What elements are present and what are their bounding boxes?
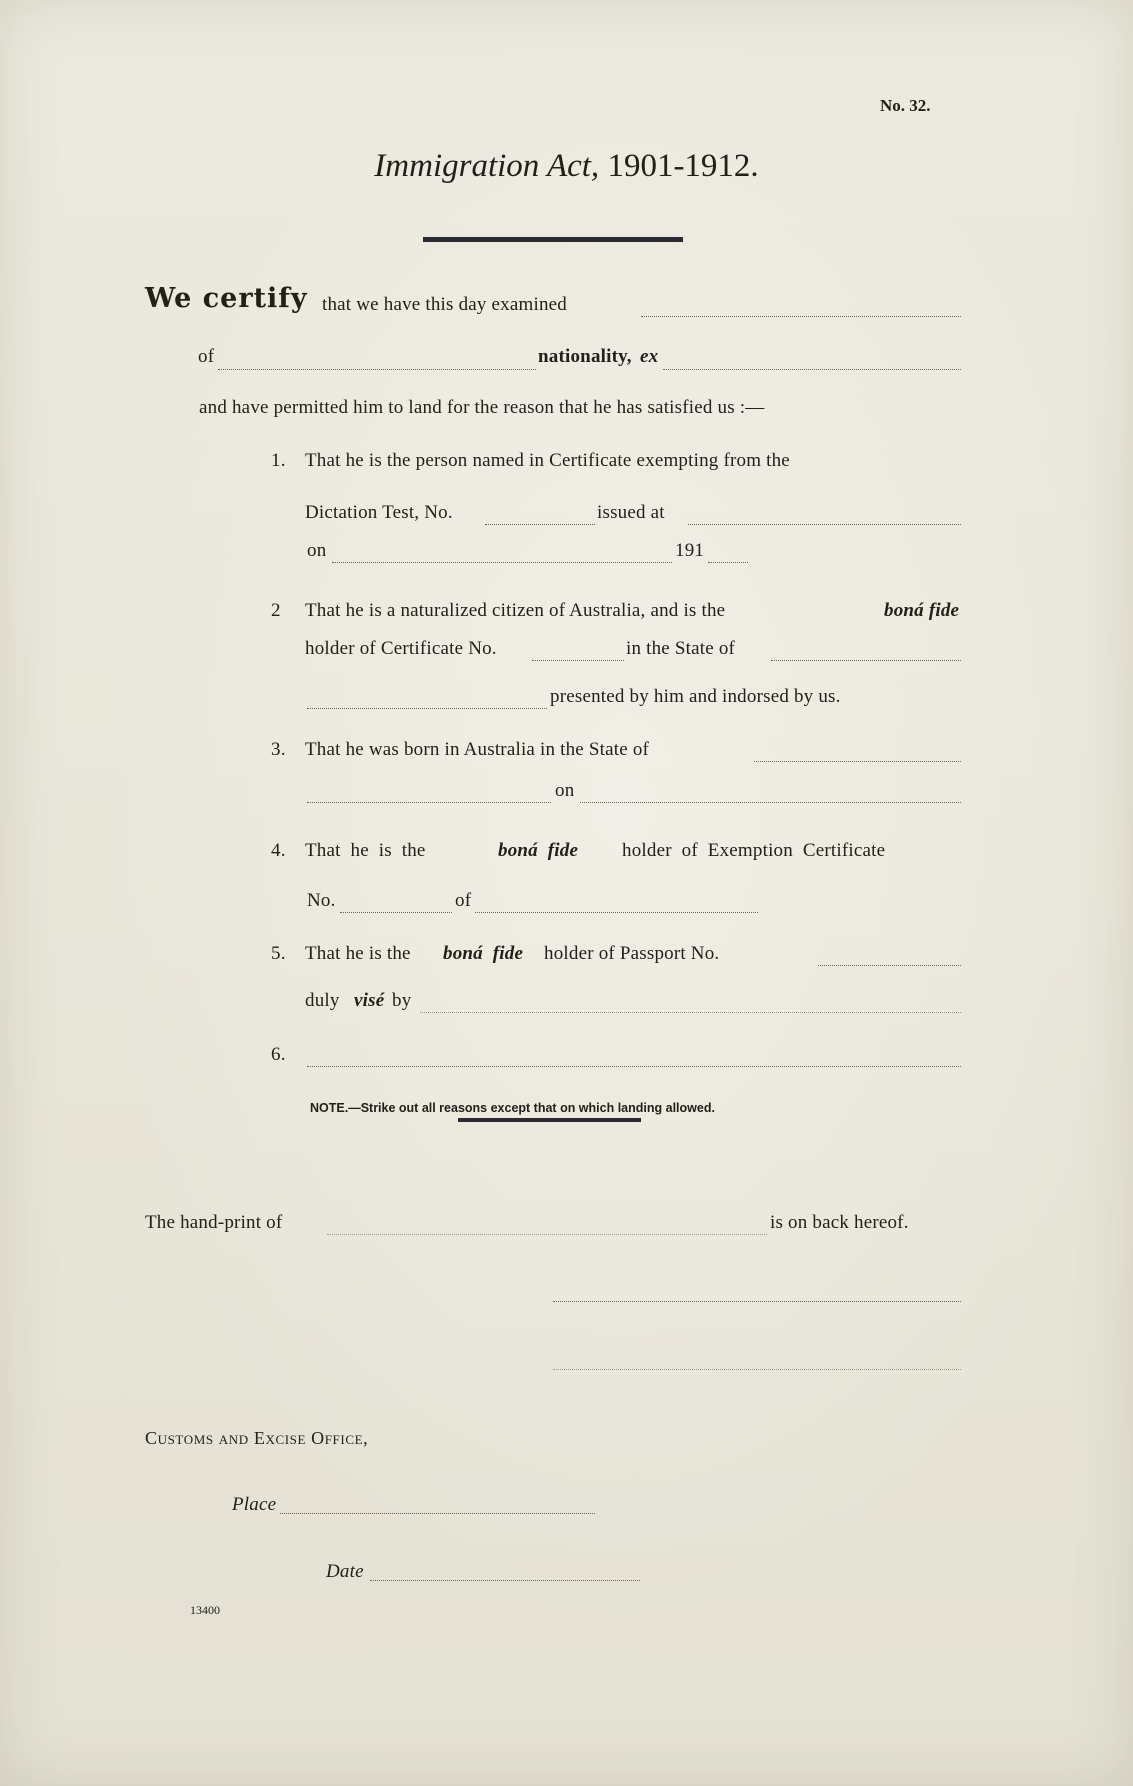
certificate-number-field[interactable] — [532, 660, 624, 661]
item5-text: That he is the — [305, 943, 411, 964]
item6-number: 6. — [271, 1044, 286, 1065]
item2-presented-field[interactable] — [307, 708, 547, 709]
exemption-number-field[interactable] — [340, 912, 452, 913]
examined-name-field[interactable] — [641, 316, 961, 317]
date-field[interactable] — [370, 1580, 640, 1581]
item4-text: That he is the — [305, 840, 426, 861]
item2-text: That he is a naturalized citizen of Australia, and is the — [305, 600, 726, 621]
item2-number: 2 — [271, 600, 281, 621]
item4-no-label: No. — [307, 890, 336, 911]
item2-bona-fide: boná fide — [884, 600, 960, 621]
vise-by-field[interactable] — [420, 1012, 961, 1013]
act-name: Immigration Act, — [374, 148, 600, 184]
duly-label: duly — [305, 990, 340, 1011]
passport-number-field[interactable] — [818, 965, 961, 966]
handprint-name-field[interactable] — [327, 1234, 767, 1235]
item1-on-label: on — [307, 540, 327, 561]
section-rule — [458, 1118, 641, 1122]
of-label: of — [198, 346, 215, 367]
item4-number: 4. — [271, 840, 286, 861]
item3-on-label: on — [555, 780, 575, 801]
date-label: Date — [326, 1561, 364, 1582]
dictation-label: Dictation Test, No. — [305, 502, 453, 523]
item3-date-field[interactable] — [580, 802, 961, 803]
dictation-number-field[interactable] — [485, 524, 595, 525]
place-field[interactable] — [280, 1513, 595, 1514]
item4-text-rest: holder of Exemption Certificate — [622, 840, 886, 861]
presented-text: presented by him and indorsed by us. — [550, 686, 841, 707]
item3-text: That he was born in Australia in the State of — [305, 739, 650, 760]
nationality-label: nationality, — [538, 346, 632, 367]
office-heading: Customs and Excise Office, — [145, 1428, 369, 1448]
act-years: 1901-1912. — [607, 148, 759, 184]
item1-number: 1. — [271, 450, 286, 471]
item4-of-label: of — [455, 890, 472, 911]
item3-state-field[interactable] — [754, 761, 961, 762]
item1-year: 191 — [675, 540, 705, 561]
item6-field[interactable] — [307, 1066, 961, 1067]
holder-certificate-label: holder of Certificate No. — [305, 638, 497, 659]
item5-number: 5. — [271, 943, 286, 964]
issued-at-label: issued at — [597, 502, 665, 523]
item4-bona-fide: boná fide — [498, 840, 579, 861]
item1-date-field[interactable] — [332, 562, 672, 563]
ex-label: ex — [640, 346, 659, 367]
by-label: by — [392, 990, 412, 1011]
handprint-tail: is on back hereof. — [770, 1212, 909, 1233]
page-title — [0, 148, 1133, 185]
vise-label: visé — [354, 990, 385, 1011]
signature-line-2[interactable] — [553, 1369, 961, 1370]
note-text: NOTE.—Strike out all reasons except that on which landing allowed. — [310, 1101, 715, 1115]
of-field[interactable] — [218, 369, 536, 370]
handprint-label: The hand-print of — [145, 1212, 283, 1233]
issued-at-field[interactable] — [688, 524, 961, 525]
state-of-label: in the State of — [626, 638, 736, 659]
place-label: Place — [232, 1494, 277, 1515]
title-rule — [423, 237, 683, 242]
item4-of-field[interactable] — [475, 912, 758, 913]
item1-text: That he is the person named in Certificate exempting from the — [305, 450, 790, 471]
print-code: 13400 — [190, 1603, 220, 1617]
certify-text: that we have this day examined — [322, 294, 568, 315]
item5-text-rest: holder of Passport No. — [544, 943, 720, 964]
form-number: No. 32. — [880, 96, 931, 115]
ex-field[interactable] — [663, 369, 961, 370]
certify-lead: We certify — [145, 283, 308, 314]
signature-line-1[interactable] — [553, 1301, 961, 1302]
permitted-text: and have permitted him to land for the reason that he has satisfied us :— — [199, 397, 765, 418]
item3-number: 3. — [271, 739, 286, 760]
item5-bona-fide: boná fide — [443, 943, 524, 964]
item3-place-field[interactable] — [307, 802, 551, 803]
item1-year-field[interactable] — [708, 562, 748, 563]
item2-state-field[interactable] — [771, 660, 961, 661]
